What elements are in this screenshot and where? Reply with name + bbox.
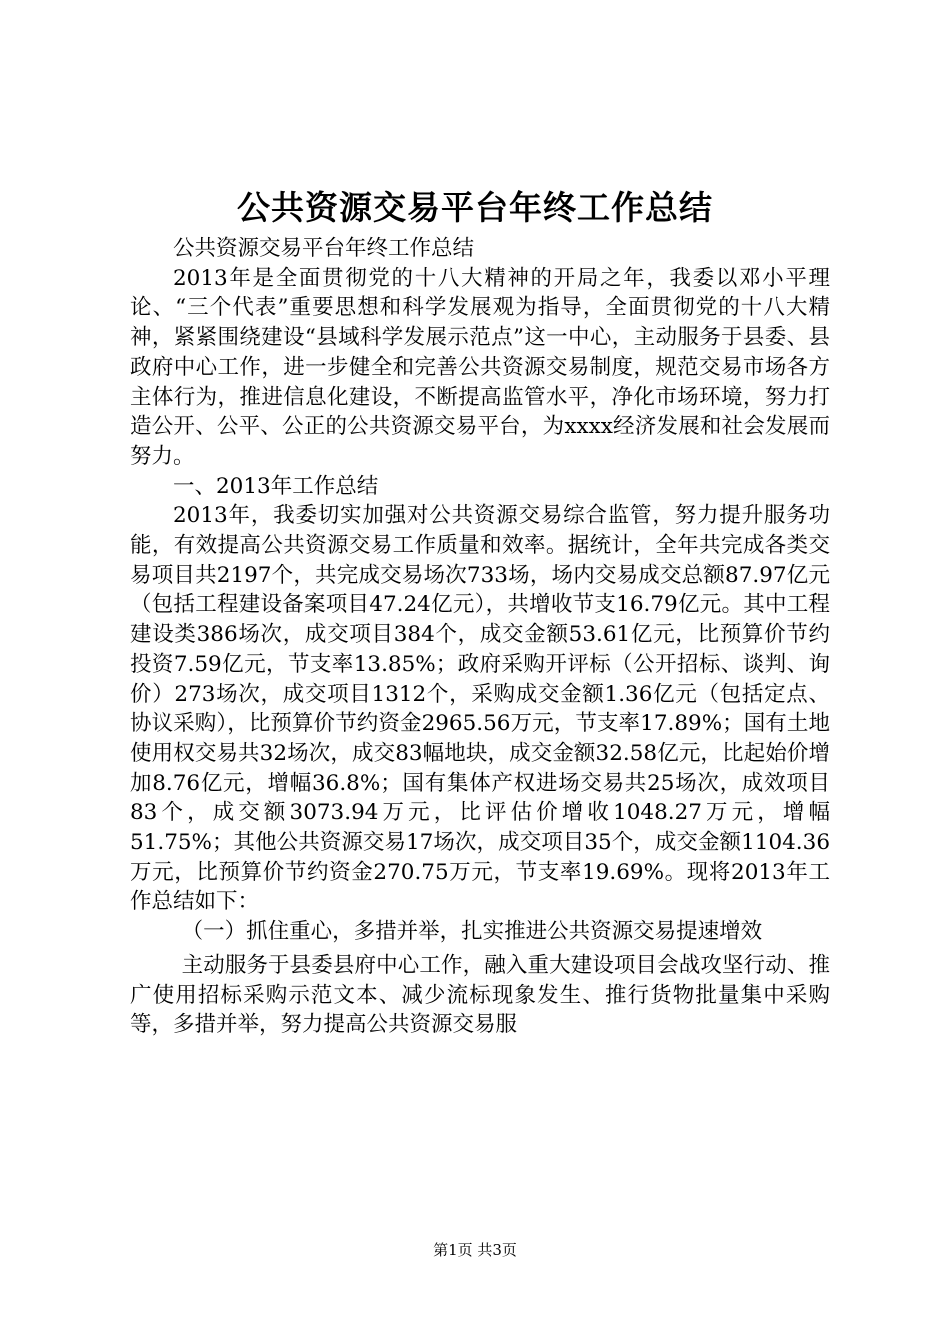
section-heading: 一、2013年工作总结 <box>173 473 379 499</box>
subsection-paragraph: 主动服务于县委县府中心工作，融入重大建设项目会战攻坚行动、推广使用招标采购示范文本、减少流标现象发生、推行货物批量集中采购等，多措并举，努力提高公共资源交易服 <box>130 952 830 1038</box>
document-body <box>130 234 830 1040</box>
subsection-heading: （一）抓住重心，多措并举，扎实推进公共资源交易提速增效 <box>181 919 763 945</box>
summary-paragraph: 2013年，我委切实加强对公共资源交易综合监管，努力提升服务功能，有效提高公共资源交易工作质量和效率。据统计，全年共完成各类交易项目共2197个，共完成交易场次733场，场内交易成交总额87.97亿元（包括工程建设备案项目47.24亿元），共增收节支16.79亿元。其中工程建设类386场次，成交项目384个，成交金额53.61亿元，比预算价节约投资7.59亿元，节支率13.85%；政府采购开评标（公开招标、谈判、询价）273场次，成交项目1312个，采购成交金额1.36亿元（包括定点、协议采购），比预算价节约资金2965.56万元，节支率17.89%；国有土地使用权交易共32场次，成交83幅地块，成交金额32.58亿元，比起始价增加8.76亿元，增幅36.8%；国有集体产权进场交易共25场次，成效项目83个，成交额3073.94万元，比评估价增收1048.27万元，增幅51.75%；其他公共资源交易17场次，成交项目35个，成交金额1104.36万元，比预算价节约资金270.75万元，节支率19.69%。现将2013年工作总结如下： <box>130 503 830 915</box>
document-title: 公共资源交易平台年终工作总结 <box>237 188 713 227</box>
intro-paragraph: 2013年是全面贯彻党的十八大精神的开局之年，我委以邓小平理论、“三个代表”重要思想和科学发展观为指导，全面贯彻党的十八大精神，紧紧围绕建设“县域科学发展示范点”这一中心，主动服务于县委、县政府中心工作，进一步健全和完善公共资源交易制度，规范交易市场各方主体行为，推进信息化建设，不断提高监管水平，净化市场环境，努力打造公开、公平、公正的公共资源交易平台，为xxxx经济发展和社会发展而努力。 <box>130 265 830 469</box>
page-footer: 第1页 共3页 <box>433 1241 517 1259</box>
subtitle-paragraph: 公共资源交易平台年终工作总结 <box>173 236 475 261</box>
